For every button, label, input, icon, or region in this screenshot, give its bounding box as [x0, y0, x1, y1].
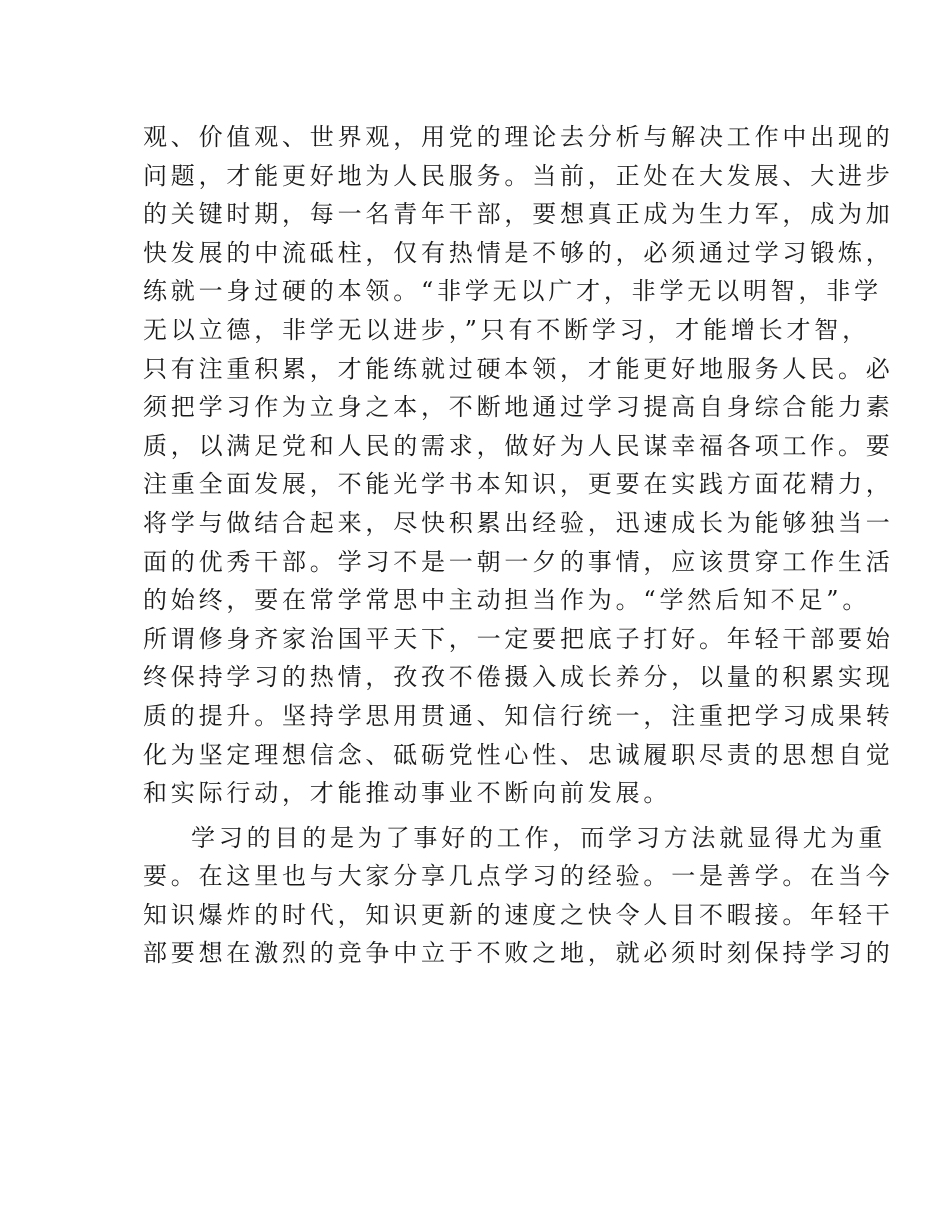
text-line: 终保持学习的热情，孜孜不倦摄入成长养分，以量的积累实现: [143, 663, 894, 692]
text-line: 学习的目的是为了事好的工作，而学习方法就显得尤为重: [191, 823, 886, 852]
text-line: 质的提升。坚持学思用贯通、知信行统一，注重把学习成果转: [143, 701, 894, 730]
text-line: 化为坚定理想信念、砥砺党性心性、忠诚履职尽责的思想自觉: [143, 740, 894, 769]
text-line: 和实际行动，才能推动事业不断向前发展。: [143, 779, 672, 808]
document-body: [143, 118, 894, 979]
text-line: 问题，才能更好地为人民服务。当前，正处在大发展、大进步: [143, 161, 894, 190]
paragraph-1: [143, 118, 894, 813]
text-line: 将学与做结合起来，尽快积累出经验，迅速成长为能够独当一: [143, 508, 894, 537]
text-line: 快发展的中流砥柱，仅有热情是不够的，必须通过学习锻炼，: [143, 238, 894, 267]
text-line: 的关键时期，每一名青年干部，要想真正成为生力军，成为加: [143, 200, 894, 229]
text-line: 质，以满足党和人民的需求，做好为人民谋幸福各项工作。要: [143, 431, 894, 460]
text-line: 无以立德，非学无以进步，”只有不断学习，才能增长才智，: [143, 315, 870, 344]
text-line: 知识爆炸的时代，知识更新的速度之快令人目不暇接。年轻干: [143, 900, 894, 929]
paragraph-2: [143, 819, 894, 973]
text-line: 注重全面发展，不能光学书本知识，更要在实践方面花精力，: [143, 470, 894, 499]
text-line: 的始终，要在常学常思中主动担当作为。“学然后知不足”。: [143, 586, 871, 615]
text-line: 面的优秀干部。学习不是一朝一夕的事情，应该贯穿工作生活: [143, 547, 894, 576]
text-line: 部要想在激烈的竞争中立于不败之地，就必须时刻保持学习的: [143, 939, 894, 968]
text-line: 练就一身过硬的本领。“非学无以广才，非学无以明智，非学: [143, 277, 882, 306]
text-line: 只有注重积累，才能练就过硬本领，才能更好地服务人民。必: [143, 354, 894, 383]
text-line: 要。在这里也与大家分享几点学习的经验。一是善学。在当今: [143, 862, 894, 891]
text-line: 所谓修身齐家治国平天下，一定要把底子打好。年轻干部要始: [143, 624, 894, 653]
text-line: 观、价值观、世界观，用党的理论去分析与解决工作中出现的: [143, 123, 894, 151]
text-line: 须把学习作为立身之本，不断地通过学习提高自身综合能力素: [143, 393, 894, 422]
